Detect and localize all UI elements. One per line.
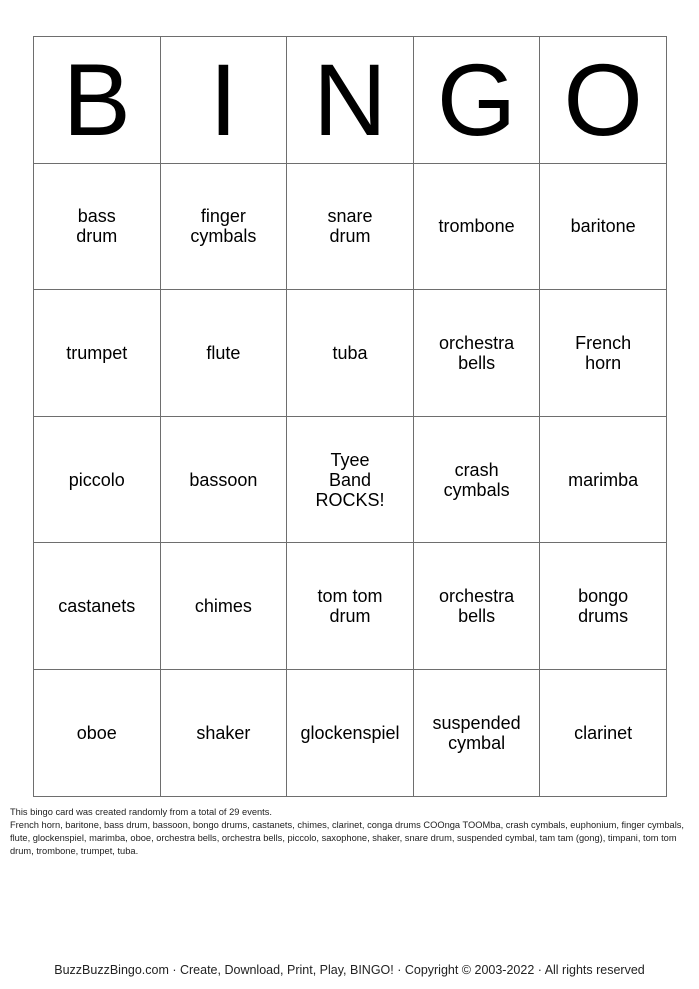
- bingo-row: [34, 163, 667, 290]
- header-letter-g: G: [413, 37, 540, 164]
- bingo-cell: suspended cymbal: [413, 669, 540, 796]
- note-events: French horn, baritone, bass drum, bassoon, bongo drums, castanets, chimes, clarinet, conga drums COOnga TOOMba, crash cymbals, euphonium, finger cymbals, flute, glockenspiel, marimba, oboe, orchestra bells, orchestra bells, piccolo, saxophone, shaker, snare drum, suspended cymbal, tam tam (gong), timpani, tom tom drum, trombone, trumpet, tuba.: [10, 820, 684, 856]
- bingo-cell: orchestra bells: [413, 290, 540, 417]
- bingo-cell: bongo drums: [540, 543, 667, 670]
- bingo-cell: French horn: [540, 290, 667, 417]
- bingo-row: [34, 669, 667, 796]
- bingo-cell: tuba: [287, 290, 414, 417]
- bingo-row: [34, 543, 667, 670]
- note-intro: This bingo card was created randomly from a total of 29 events.: [10, 807, 272, 817]
- header-letter-i: I: [160, 37, 287, 164]
- header-letter-b: B: [34, 37, 161, 164]
- bingo-cell: trombone: [413, 163, 540, 290]
- bingo-cell: flute: [160, 290, 287, 417]
- bingo-card: [33, 36, 667, 797]
- bingo-cell: orchestra bells: [413, 543, 540, 670]
- bingo-cell: baritone: [540, 163, 667, 290]
- free-space-cell: Tyee Band ROCKS!: [287, 416, 414, 543]
- bingo-cell: bassoon: [160, 416, 287, 543]
- header-letter-n: N: [287, 37, 414, 164]
- bingo-cell: snare drum: [287, 163, 414, 290]
- bingo-cell: shaker: [160, 669, 287, 796]
- bingo-cell: marimba: [540, 416, 667, 543]
- bingo-cell: tom tom drum: [287, 543, 414, 670]
- bingo-cell: crash cymbals: [413, 416, 540, 543]
- header-letter-o: O: [540, 37, 667, 164]
- bingo-cell: trumpet: [34, 290, 161, 417]
- bingo-cell: clarinet: [540, 669, 667, 796]
- bingo-cell: oboe: [34, 669, 161, 796]
- bingo-cell: chimes: [160, 543, 287, 670]
- bingo-cell: castanets: [34, 543, 161, 670]
- bingo-cell: bass drum: [34, 163, 161, 290]
- event-list-note: [10, 806, 692, 858]
- bingo-row: [34, 290, 667, 417]
- footer: BuzzBuzzBingo.com · Create, Download, Print, Play, BINGO! · Copyright © 2003-2022 · All rights reserved: [54, 963, 645, 977]
- bingo-cell: finger cymbals: [160, 163, 287, 290]
- bingo-cell: piccolo: [34, 416, 161, 543]
- bingo-cell: glockenspiel: [287, 669, 414, 796]
- header-row: [34, 37, 667, 164]
- bingo-row: [34, 416, 667, 543]
